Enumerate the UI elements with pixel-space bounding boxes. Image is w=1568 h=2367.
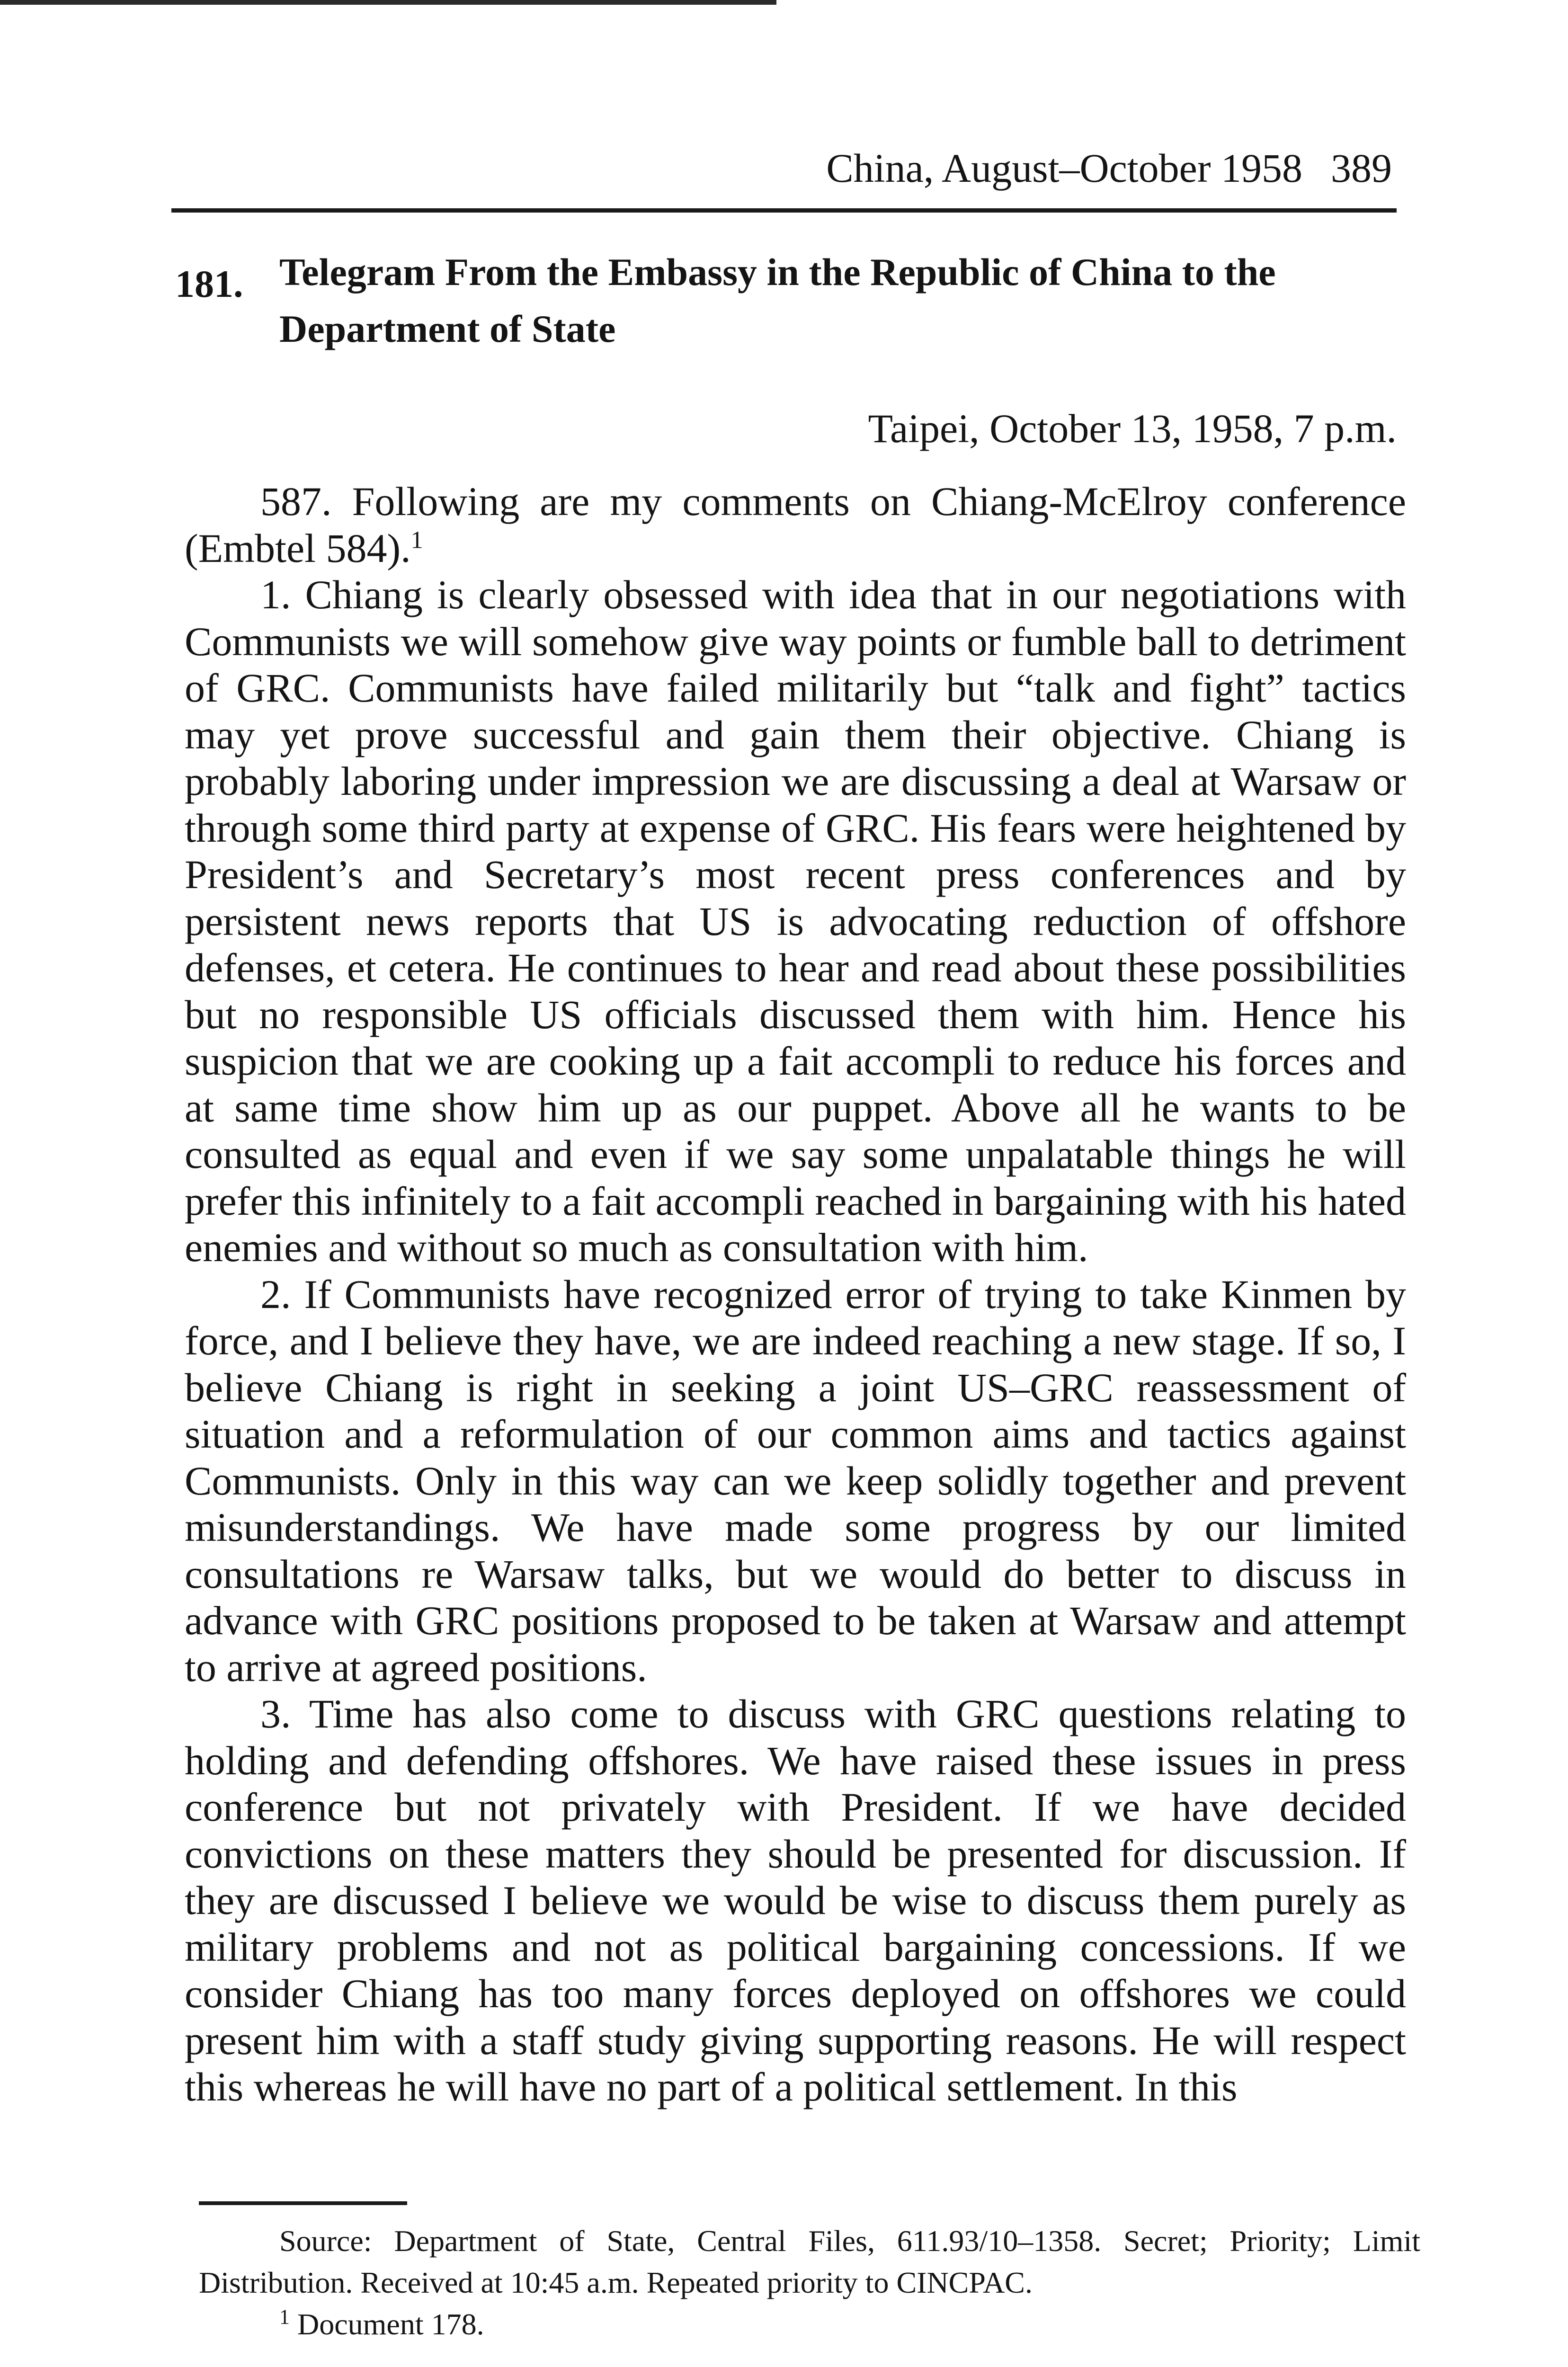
footnote-1 <box>199 2304 1420 2345</box>
page-number: 389 <box>1331 145 1392 191</box>
footnote-rule <box>199 2201 407 2205</box>
body-text <box>185 478 1406 2110</box>
document-number: 181. <box>175 262 243 305</box>
footnote-1-text: Document 178. <box>297 2307 484 2341</box>
footnote-1-marker: 1 <box>279 2305 290 2329</box>
dateline: Taipei, October 13, 1958, 7 p.m. <box>868 406 1397 451</box>
paragraph-2: 2. If Communists have recognized error of trying to take Kinmen by force, and I believe they have, we are indeed reaching a new stage. If so, I believe Chiang is right in seeking a joint US–GRC reassessment of situation and a reformulation of our common aims and tactics against Communists. Only in this way can we keep solidly together and prevent misunderstandings. We have made some progress by our limited consultations re Warsaw talks, but we would do better to discuss in advance with GRC positions proposed to be taken at Warsaw and attempt to arrive at agreed positions. <box>185 1271 1406 1690</box>
paragraph-3: 3. Time has also come to discuss with GRC questions relating to holding and defending offshores. We have raised these issues in press conference but not privately with President. If we have decided convictions on these matters they should be presented for discussion. If they are discussed I believe we would be wise to discuss them purely as military problems and not as political bargaining concessions. If we consider Chiang has too many forces deployed on offshores we could present him with a staff study giving supporting reasons. He will respect this whereas he will have no part of a political settlement. In this <box>185 1691 1406 2109</box>
header-rule <box>171 208 1397 213</box>
paragraph-1: 1. Chiang is clearly obsessed with idea that in our negotiations with Communists we will somehow give way points or fumble ball to detriment of GRC. Communists have failed militarily but “talk and fight” tactics may yet prove successful and gain them their objective. Chiang is probably laboring under impression we are discussing a deal at Warsaw or through some third party at expense of GRC. His fears were heightened by President’s and Secretary’s most recent press conferences and by persistent news reports that US is advocating reduction of offshore defenses, et cetera. He continues to hear and read about these possibilities but no responsible US officials discussed them with him. Hence his suspicion that we are cooking up a fait accompli to reduce his forces and at same time show him up as our puppet. Above all he wants to be consulted as equal and even if we say some unpalatable things he will prefer this infinitely to a fait accompli reached in bargaining with his hated enemies and without so much as consultation with him. <box>185 572 1406 1270</box>
document-title: Telegram From the Embassy in the Republic of China to the Department of State <box>279 250 1276 350</box>
running-head-title: China, August–October 1958 <box>826 145 1302 191</box>
intro-paragraph <box>185 478 1406 571</box>
footnotes <box>199 2220 1420 2345</box>
intro-text: 587. Following are my comments on Chiang-McElroy conference (Embtel 584). <box>185 479 1406 571</box>
running-head <box>663 142 1392 194</box>
source-note: Source: Department of State, Central Files, 611.93/10–1358. Secret; Priority; Limit Distribution. Received at 10:45 a.m. Repeated priority to CINCPAC. <box>199 2224 1420 2299</box>
footnote-reference-1: 1 <box>410 526 423 553</box>
